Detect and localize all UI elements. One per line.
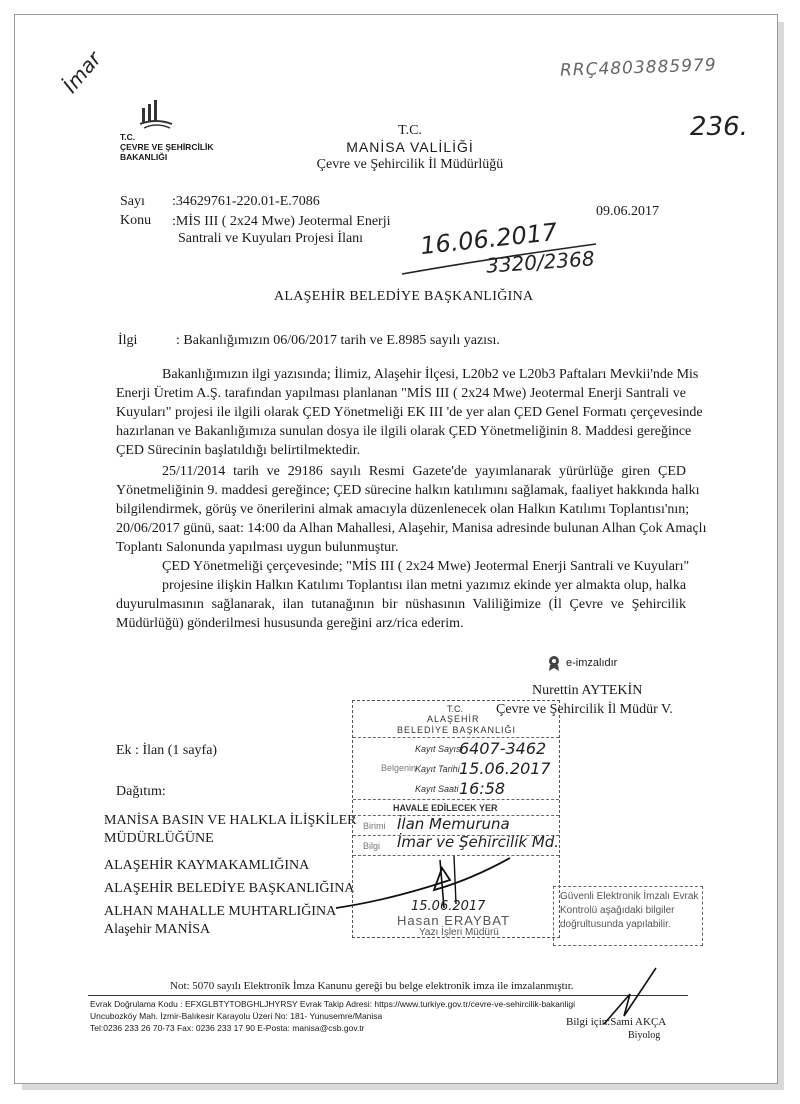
p2-line: 25/11/2014 tarih ve 29186 sayılı Resmi Gazete'de yayımlanarak yürürlüğe giren ÇED — [162, 464, 686, 479]
ilgi-text: : Bakanlığımızın 06/06/2017 tarih ve E.8985 sayılı yazısı. — [176, 333, 500, 348]
logo-line-ministry: ÇEVRE VE ŞEHİRCİLİK — [120, 142, 214, 152]
header-mudurluk: Çevre ve Şehircilik İl Müdürlüğü — [316, 157, 504, 172]
footer-info — [90, 998, 575, 1034]
distribution-item: ALAŞEHİR BELEDİYE BAŞKANLIĞINA — [104, 881, 355, 896]
attachment-note: Ek : İlan (1 sayfa) — [116, 743, 218, 758]
secure-box-line-2: Kontrolü aşağıdaki bilgiler — [560, 905, 675, 916]
konu-line-1: :MİS III ( 2x24 Mwe) Jeotermal Enerji — [172, 214, 391, 229]
konu-value — [172, 213, 391, 247]
e-signature-icon — [547, 655, 561, 671]
stamp-org-2: BELEDİYE BAŞKANLIĞI — [397, 725, 517, 735]
p3-line: duyurulmasının sağlanarak, ilan tutanağının bir nüshasının Valiliğimize (İl Çevre ve Şehircilik — [116, 597, 686, 612]
footer-address: Uncubozköy Mah. İzmir-Balıkesir Karayolu Üzeri No: 181- Yunusemre/Manisa — [90, 1011, 383, 1021]
footer-note: Not: 5070 sayılı Elektronik İmza Kanunu gereği bu belge elektronik imza ile imzalanmıştır. — [170, 980, 574, 992]
footer-verification: Evrak Doğrulama Kodu : EFXGLBTYTOBGHLJHYRSY Evrak Takip Adresi: https://www.turkiye.gov.tr/cevre-ve-sehircilik-bakanligi — [90, 999, 575, 1009]
distribution-list — [104, 812, 357, 939]
p2-line: Yönetmeliğinin 9. maddesi gereğince; ÇED sürecine halkın katılımını sağlamak, faaliyet hakkında halkı — [116, 483, 700, 498]
p3-line: ÇED Yönetmeliği çerçevesinde; "MİS III ( 2x24 Mwe) Jeotermal Enerji Santrali ve Kuyuları" — [162, 559, 690, 574]
signer-title: Çevre ve Şehircilik İl Müdür V. — [496, 702, 673, 717]
body-paragraph-2 — [116, 462, 707, 557]
handwritten-received-date: 16.06.2017 — [418, 217, 559, 261]
stamp-row-value-1: İlan Memuruna — [397, 815, 510, 833]
p1-line: ÇED Sürecinin başlatıldığı belirtilmektedir. — [116, 443, 361, 458]
stamp-kayit-tarihi-label: Kayıt Tarihi — [415, 764, 460, 774]
p3-line: projesine ilişkin Halkın Katılımı Toplantısı ilan metni yazımız ekinde yer almakta olup, halka — [162, 578, 687, 593]
stamp-side-label: Belgenin — [381, 763, 417, 773]
body-paragraph-1 — [116, 365, 703, 460]
logo-line-bakanligi: BAKANLIĞI — [120, 152, 168, 162]
stamp-kayit-saati-value: 16:58 — [459, 779, 506, 798]
stamp-kayit-sayisi-value: 6407-3462 — [459, 739, 547, 758]
handwritten-imar-note: İmar — [58, 46, 106, 98]
header-valilik: MANİSA VALİLİĞİ — [346, 139, 474, 155]
secure-box-line-1: Güvenli Elektronik İmzalı Evrak — [560, 891, 699, 902]
handwritten-page-number: 236. — [690, 112, 748, 142]
body-paragraph-3 — [116, 557, 690, 633]
p2-line: 20/06/2017 günü, saat: 14:00 da Alhan Mahallesi, Alaşehir, Manisa adresinde bulunan Alhan Çok Amaçlı — [116, 521, 707, 536]
signer-name: Nurettin AYTEKİN — [532, 683, 643, 698]
handwritten-underline — [400, 240, 600, 280]
logo-line-tc: T.C. — [120, 132, 136, 142]
p1-line: Kuyuları" projesi ile ilgili olarak ÇED Yönetmeliği EK III 'de yer alan ÇED Genel Formatı çerçevesinde — [116, 405, 703, 420]
stamp-havale-label: HAVALE EDİLECEK YER — [393, 803, 498, 813]
handwritten-tracking-code: RRÇ4803885979 — [559, 55, 717, 81]
stamp-row-label-1: Birimi — [363, 821, 386, 831]
handwritten-received-number: 3320/2368 — [485, 246, 596, 278]
sayi-value: :34629761-220.01-E.7086 — [172, 194, 320, 209]
stamp-org-1: ALAŞEHİR — [427, 714, 480, 724]
header-tc: T.C. — [398, 123, 422, 138]
konu-line-2: Santrali ve Kuyuları Projesi İlanı — [178, 231, 364, 246]
p1-line: hazırlanan ve Bakanlığımıza sunulan dosya ile ilgili olarak ÇED Yönetmeliğinin 8. Maddesi gereğince — [116, 424, 692, 439]
footer-bilgi-title: Biyolog — [628, 1030, 661, 1041]
p2-line: Toplantı Salonunda yapılması uygun bulunmuştur. — [116, 540, 399, 555]
ilgi-label: İlgi — [118, 333, 138, 348]
e-signed-label: e-imzalıdır — [566, 657, 618, 669]
konu-label: Konu — [120, 213, 152, 228]
stamp-signer-title: Yazı İşleri Müdürü — [419, 927, 499, 938]
letter-header — [0, 122, 800, 173]
distribution-item: ALHAN MAHALLE MUHTARLIĞINA — [104, 904, 337, 919]
addressee: ALAŞEHİR BELEDİYE BAŞKANLIĞINA — [274, 289, 534, 304]
stamp-kayit-sayisi-label: Kayıt Sayısı — [415, 744, 464, 754]
handwritten-signature — [330, 850, 530, 920]
stamp-signer-name: Hasan ERAYBAT — [397, 913, 510, 928]
stamp-row-label-2: Bilgi — [363, 841, 381, 851]
stamp-row-value-2: İmar ve Şehircilik Md. — [397, 833, 560, 851]
distribution-item: Alaşehir MANİSA — [104, 922, 211, 937]
sayi-label: Sayı — [120, 194, 145, 209]
secure-box-line-3: doğrultusunda yapılabilir. — [560, 919, 671, 930]
distribution-item: ALAŞEHİR KAYMAKAMLIĞINA — [104, 858, 310, 873]
p2-line: bilgilendirmek, görüş ve önerilerini almak amacıyla düzenlenecek olan Halkın Katılımı Toplantısı'nın; — [116, 502, 690, 517]
distribution-item: MÜDÜRLÜĞÜNE — [104, 831, 214, 846]
p1-line: Enerji Üretim A.Ş. tarafından yapılması planlanan "MİS III ( 2x24 Mwe) Jeotermal Enerji Santrali ve — [116, 386, 686, 401]
distribution-label: Dağıtım: — [116, 784, 166, 799]
footer-bilgi: Bilgi için:Sami AKÇA — [566, 1016, 667, 1028]
stamp-kayit-tarihi-value: 15.06.2017 — [459, 759, 551, 778]
footer-signature — [600, 964, 660, 1028]
distribution-item: MANİSA BASIN VE HALKLA İLİŞKİLER — [104, 813, 357, 828]
p1-line: Bakanlığımızın ilgi yazısında; İlimiz, Alaşehir İlçesi, L20b2 ve L20b3 Paftaları Mevkii'nde Mis — [162, 367, 699, 382]
stamp-kayit-saati-label: Kayıt Saati — [415, 784, 459, 794]
stamp-sign-date: 15.06.2017 — [411, 899, 486, 914]
secure-evrak-box — [553, 886, 703, 946]
p3-line: Müdürlüğü) gönderilmesi hususunda gereğini arz/rica ederim. — [116, 616, 464, 631]
footer-rule — [88, 995, 688, 996]
stamp-tc: T.C. — [447, 704, 464, 714]
letter-date: 09.06.2017 — [596, 204, 659, 219]
footer-contact: Tel:0236 233 26 70-73 Fax: 0236 233 17 90 E-Posta: manisa@csb.gov.tr — [90, 1023, 365, 1033]
